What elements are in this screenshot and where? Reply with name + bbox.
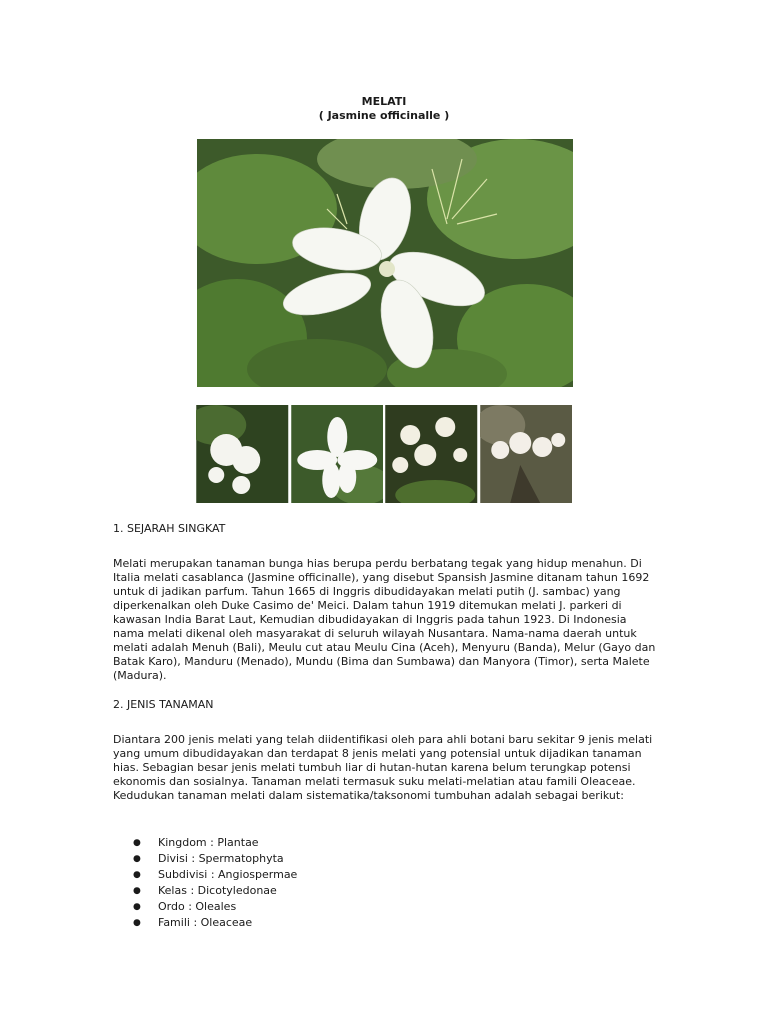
section-heading-jenis: 2. JENIS TANAMAN bbox=[113, 698, 214, 711]
list-item: ● Ordo : Oleales bbox=[133, 900, 237, 913]
bullet-icon: ● bbox=[133, 838, 141, 848]
list-item: ● Kingdom : Plantae bbox=[133, 836, 259, 849]
list-item: ● Famili : Oleaceae bbox=[133, 916, 253, 929]
taxonomy-list bbox=[133, 835, 297, 931]
jasmine-photo-3 bbox=[385, 405, 478, 503]
section-body-sejarah: Melati merupakan tanaman bunga hias berupa perdu berbatang tegak yang hidup menahun. Di Italia melati casablanca (Jasmine officinalle), yang disebut Spansish Jasmine ditanam tahun 1692 untuk di jadikan parfum. Tahun 1665 di Inggris dibudidayakan melati putih (J. sambac) yang diperkenalkan oleh Duke Casimo de' Meici. Dalam tahun 1919 ditemukan melati J. parkeri di kawasan India Barat Laut, Kemudian dibudidayakan di Inggris pada tahun 1923. Di Indonesia nama melati dikenal oleh masyarakat di seluruh wilayah Nusantara. Nama-nama daerah untuk melati adalah Menuh (Bali), Meulu cut atau Meulu Cina (Aceh), Menyuru (Banda), Melur (Gayo dan Batak Karo), Manduru (Menado), Mundu (Bima dan Sumbawa) dan Manyora (Timor), serta Malete (Madura). bbox=[113, 557, 656, 682]
document-subtitle: ( Jasmine officinalle ) bbox=[318, 109, 450, 122]
bullet-icon: ● bbox=[133, 886, 141, 896]
jasmine-photo-2 bbox=[291, 405, 384, 503]
document-title: MELATI bbox=[361, 95, 407, 108]
list-item: ● Divisi : Spermatophyta bbox=[133, 852, 284, 865]
bullet-icon: ● bbox=[133, 902, 141, 912]
bullet-icon: ● bbox=[133, 870, 141, 880]
jasmine-photo-1 bbox=[196, 405, 289, 503]
bullet-icon: ● bbox=[133, 918, 141, 928]
jasmine-photo-4 bbox=[480, 405, 573, 503]
section-heading-sejarah: 1. SEJARAH SINGKAT bbox=[113, 522, 226, 535]
bullet-icon: ● bbox=[133, 854, 141, 864]
list-item: ● Kelas : Dicotyledonae bbox=[133, 884, 277, 897]
jasmine-hero-photo bbox=[197, 139, 573, 387]
list-item: ● Subdivisi : Angiospermae bbox=[133, 868, 298, 881]
section-body-jenis: Diantara 200 jenis melati yang telah diidentifikasi oleh para ahli botani baru sekitar 9 jenis melati yang umum dibudidayakan dan terdapat 8 jenis melati yang potensial untuk dijadikan tanaman hias. Sebagian besar jenis melati tumbuh liar di hutan-hutan karena belum terungkap potensi ekonomis dan sosialnya. Tanaman melati termasuk suku melati-melatian atau famili Oleaceae. Kedudukan tanaman melati dalam sistematika/taksonomi tumbuhan adalah sebagai berikut: bbox=[113, 733, 653, 802]
jasmine-photo-strip bbox=[196, 405, 572, 503]
